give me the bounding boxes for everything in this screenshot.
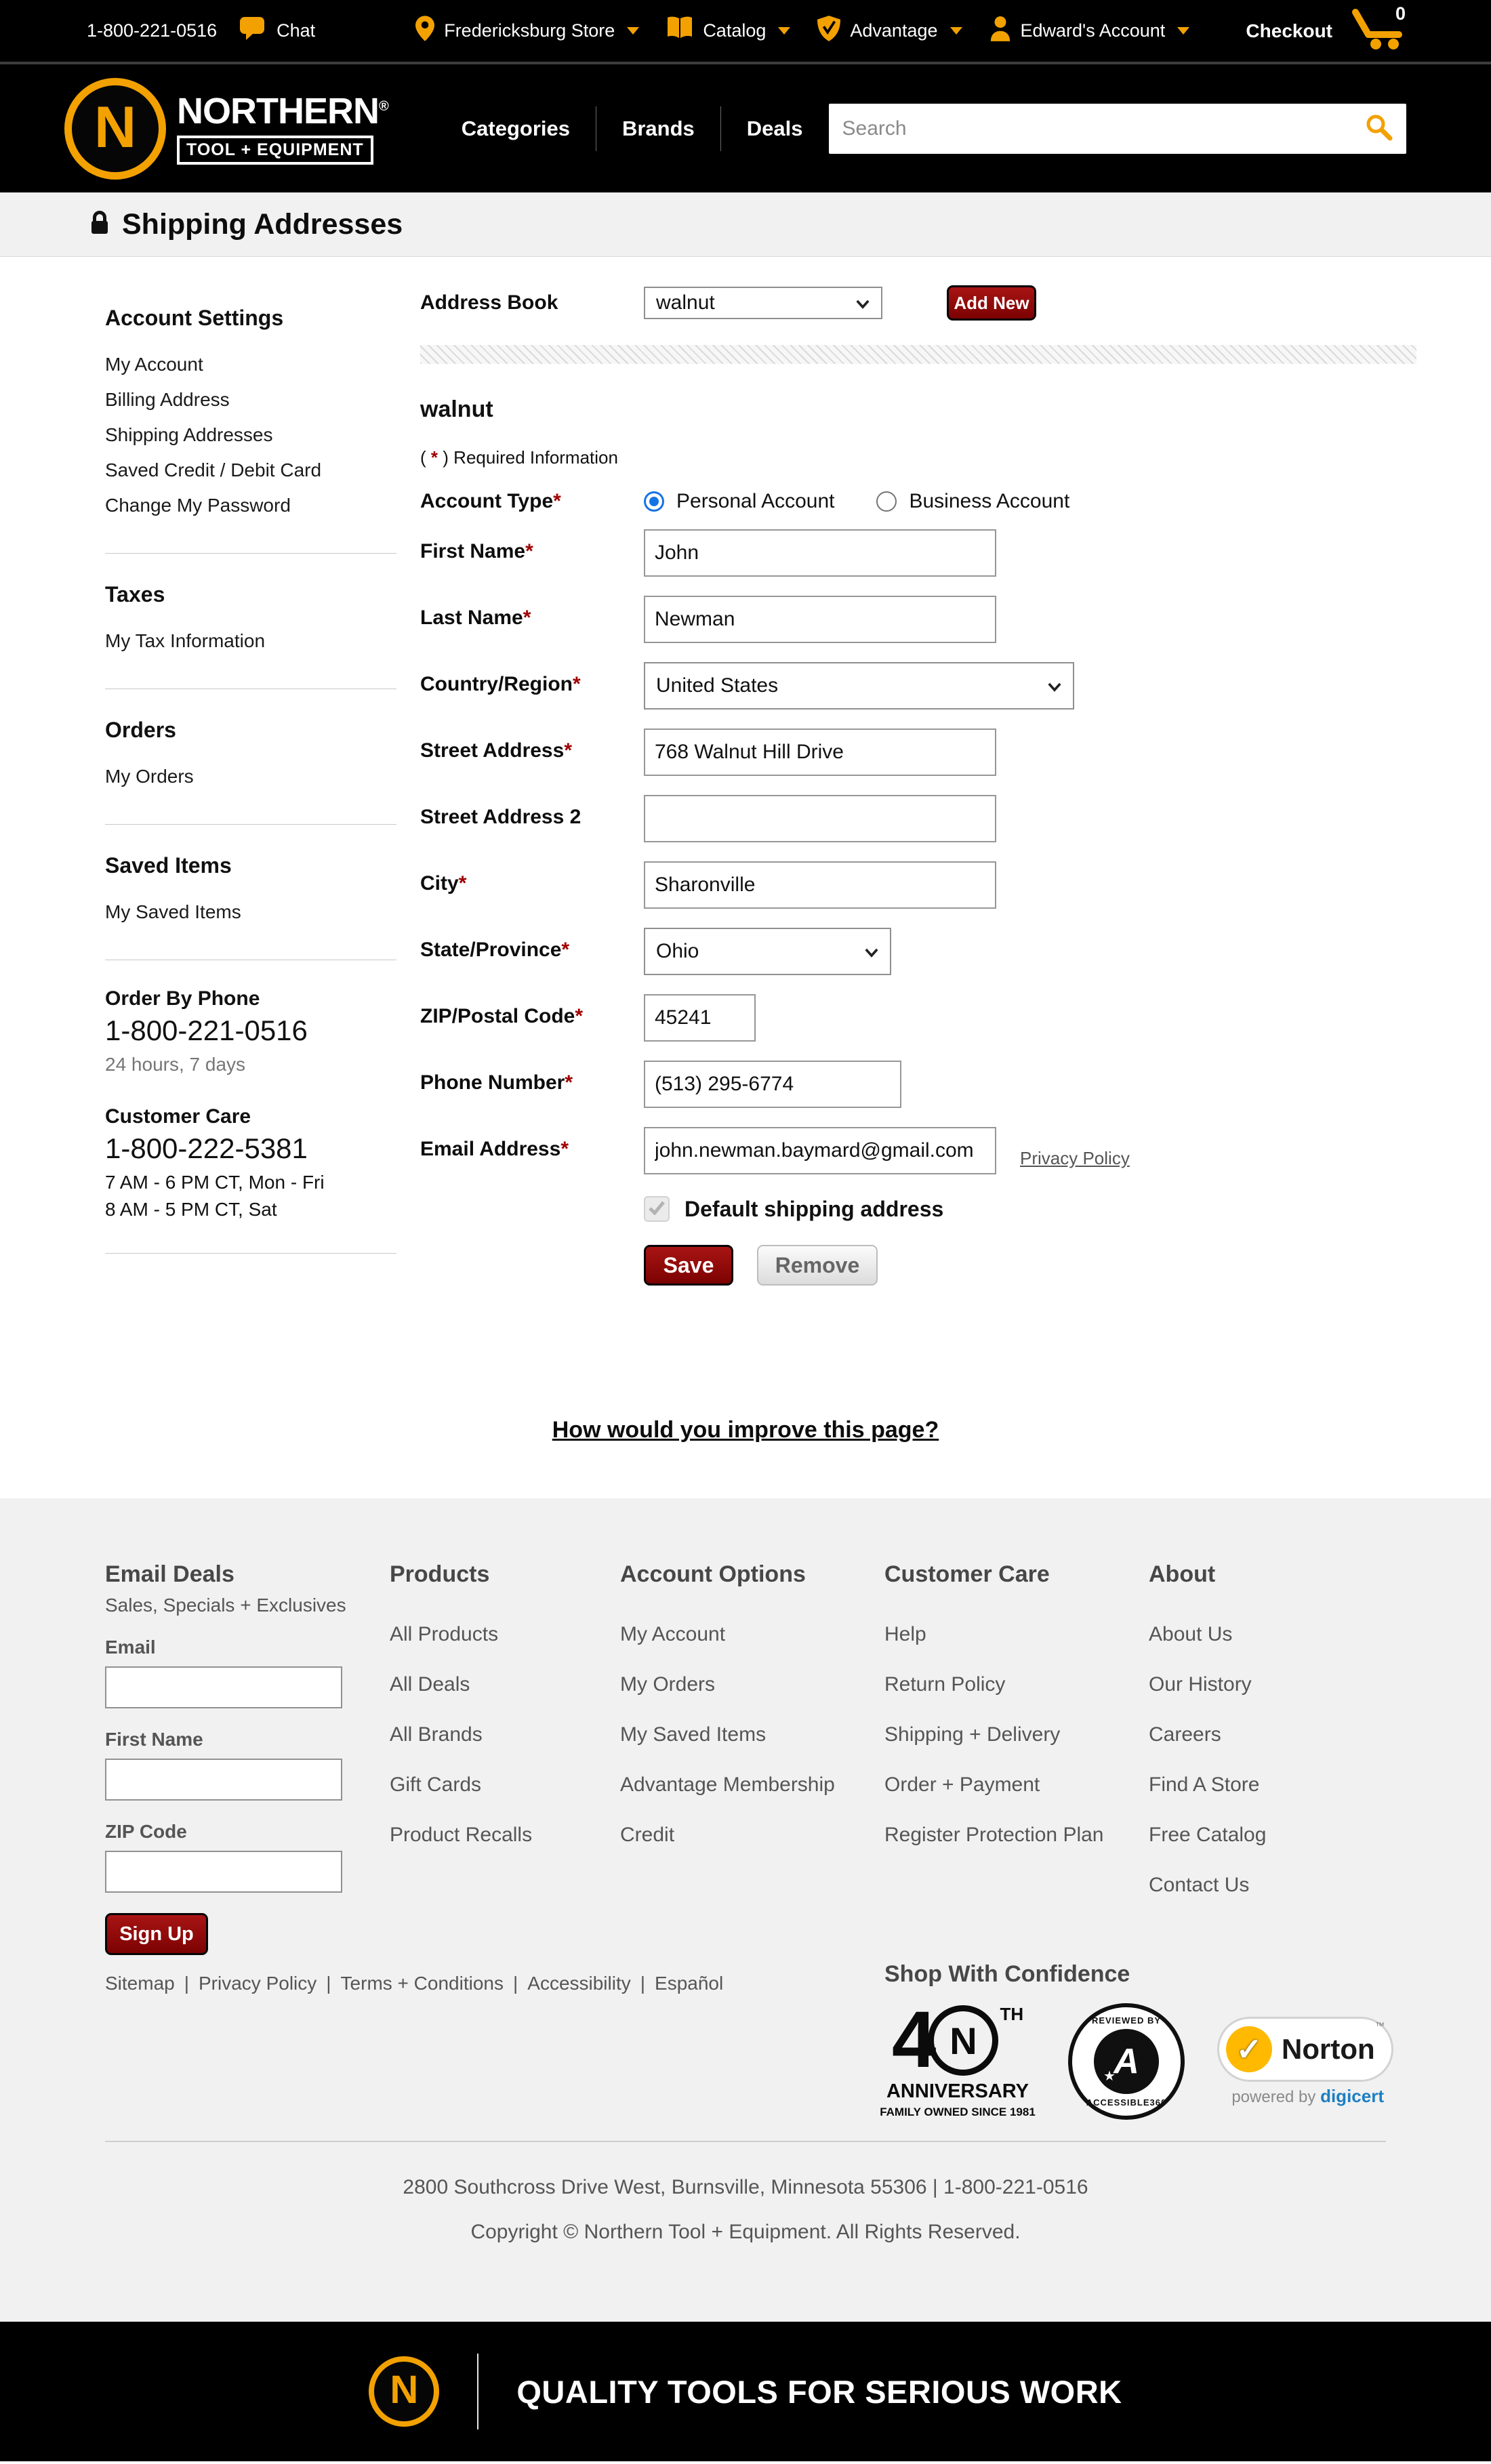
advantage-menu[interactable]	[817, 16, 962, 46]
copyright-line: Copyright © Northern Tool + Equipment. All Rights Reserved.	[470, 2221, 1021, 2243]
chevron-down-icon	[950, 27, 962, 35]
footer-link-my-account[interactable]: My Account	[620, 1623, 726, 1645]
street-address-2-label: Street Address 2	[420, 806, 581, 828]
norton-secured-badge: ✓ Norton ™ powered by digicert	[1217, 2017, 1393, 2107]
personal-account-label: Personal Account	[676, 490, 835, 512]
sign-up-button[interactable]: Sign Up	[105, 1913, 208, 1955]
zip-input[interactable]	[644, 994, 756, 1042]
country-select[interactable]: United States	[644, 662, 1074, 710]
sidebar-section-orders	[105, 718, 396, 794]
checkmark-icon	[648, 1200, 666, 1218]
sidebar-item-saved-card[interactable]: Saved Credit / Debit Card	[105, 459, 322, 480]
nt-logo-icon: N	[64, 78, 166, 180]
person-icon	[989, 16, 1011, 46]
sidebar-section-saved-items	[105, 853, 396, 930]
chevron-down-icon	[1177, 27, 1189, 35]
store-selector[interactable]	[415, 16, 639, 46]
email-address-input[interactable]	[644, 1127, 996, 1174]
first-name-label: First Name*	[420, 540, 533, 562]
page-title: Shipping Addresses	[122, 207, 403, 241]
street-address-input[interactable]	[644, 728, 996, 776]
footer-divider	[105, 2141, 1386, 2142]
footer-link-all-brands[interactable]: All Brands	[390, 1723, 483, 1746]
chevron-down-icon	[864, 940, 879, 963]
order-phone-number: 1-800-221-0516	[105, 1014, 308, 1046]
customer-care-hours-sat: 8 AM - 5 PM CT, Sat	[105, 1199, 277, 1220]
sidebar-heading: Account Settings	[105, 306, 284, 330]
privacy-policy-link[interactable]: Privacy Policy	[1020, 1148, 1130, 1168]
footer-link-my-saved-items[interactable]: My Saved Items	[620, 1723, 767, 1746]
cart-count-badge: 0	[1395, 3, 1406, 24]
star-icon: ★	[1103, 2069, 1116, 2084]
footer-link-my-orders[interactable]: My Orders	[620, 1673, 716, 1696]
order-phone-hours: 24 hours, 7 days	[105, 1054, 246, 1075]
chevron-down-icon	[1047, 674, 1062, 697]
account-label: Edward's Account	[1020, 20, 1166, 41]
footer-column-heading: Account Options	[620, 1561, 806, 1587]
content-area	[0, 257, 1491, 1498]
footer-link-return-policy[interactable]: Return Policy	[884, 1673, 1006, 1696]
catalog-book-icon	[666, 16, 693, 46]
asterisk: *	[430, 447, 438, 468]
phone-number-input[interactable]	[644, 1061, 901, 1108]
footer-column-account-options	[620, 1561, 835, 1874]
anniversary-badge: 4 N TH ANNIVERSARY FAMILY OWNED SINCE 1981	[880, 1995, 1036, 2118]
customer-care-number: 1-800-222-5381	[105, 1132, 308, 1164]
norton-check-icon: ✓	[1226, 2026, 1272, 2072]
page-title-bar	[0, 192, 1491, 257]
sidebar-section-taxes	[105, 582, 396, 659]
order-by-phone-heading: Order By Phone	[105, 987, 260, 1010]
chat-link[interactable]	[239, 16, 315, 46]
primary-nav	[436, 106, 829, 151]
footer-link-credit[interactable]: Credit	[620, 1824, 675, 1846]
chevron-down-icon	[627, 27, 639, 35]
default-shipping-checkbox[interactable]	[644, 1196, 670, 1222]
accessible360-badge: REVIEWED BY A ★ ACCESSIBLE360	[1068, 2003, 1185, 2120]
main-header	[0, 64, 1491, 192]
footer-link-help[interactable]: Help	[884, 1623, 926, 1645]
address-book-select[interactable]: walnut	[644, 287, 882, 319]
footer-column-customer-care	[884, 1561, 1104, 1874]
phone-number-label: Phone Number*	[420, 1071, 573, 1094]
chat-label: Chat	[277, 20, 316, 41]
footer-link-product-recalls[interactable]: Product Recalls	[390, 1824, 533, 1846]
brand-slogan: QUALITY TOOLS FOR SERIOUS WORK	[516, 2373, 1122, 2410]
email-deals-heading: Email Deals	[105, 1561, 234, 1587]
lock-icon	[89, 209, 110, 240]
utility-bar	[0, 0, 1491, 64]
personal-account-radio[interactable]	[644, 491, 664, 512]
cart-button[interactable]	[1350, 3, 1408, 54]
page-feedback-link[interactable]: How would you improve this page?	[552, 1417, 939, 1443]
footer-link-register-protection-plan[interactable]: Register Protection Plan	[884, 1824, 1104, 1846]
catalog-menu[interactable]	[666, 16, 790, 46]
footer-link-find-a-store[interactable]: Find A Store	[1149, 1773, 1260, 1796]
customer-care-block	[105, 1105, 396, 1223]
newsletter-email-input[interactable]	[105, 1666, 342, 1708]
shipping-address-form	[420, 257, 1416, 1286]
bottom-brand-bar	[0, 2322, 1491, 2461]
sidebar-heading: Saved Items	[105, 853, 232, 878]
brand-name: NORTHERN®	[177, 90, 388, 131]
nav-deals[interactable]: Deals	[746, 116, 803, 140]
catalog-label: Catalog	[703, 20, 767, 41]
last-name-label: Last Name*	[420, 607, 531, 629]
company-address-line: 2800 Southcross Drive West, Burnsville, Minnesota 55306 | 1-800-221-0516	[403, 2176, 1088, 2198]
email-deals-subheading: Sales, Specials + Exclusives	[105, 1595, 346, 1616]
store-label: Fredericksburg Store	[444, 20, 615, 41]
sidebar-heading: Orders	[105, 718, 176, 742]
advantage-label: Advantage	[850, 20, 938, 41]
legal-links-row: Sitemap | Privacy Policy | Terms + Conditions | Accessibility | Español	[105, 1973, 724, 1994]
add-new-button[interactable]: Add New	[947, 285, 1036, 321]
sidebar-item-my-saved-items[interactable]: My Saved Items	[105, 901, 241, 922]
last-name-input[interactable]	[644, 596, 996, 643]
sidebar-section-account-settings	[105, 306, 396, 523]
trust-badges	[880, 1995, 1393, 2120]
footer-link-advantage-membership[interactable]: Advantage Membership	[620, 1773, 835, 1796]
sidebar-item-my-account[interactable]: My Account	[105, 354, 203, 375]
footer-link-careers[interactable]: Careers	[1149, 1723, 1221, 1746]
footer-column-heading: Products	[390, 1561, 490, 1587]
search-input[interactable]	[841, 117, 1364, 141]
footer-column-products	[390, 1561, 532, 1874]
northern-tool-logo[interactable]	[64, 78, 388, 180]
street-address-label: Street Address*	[420, 739, 572, 762]
footer-link-about-us[interactable]: About Us	[1149, 1623, 1233, 1645]
nt-logo-icon: N	[369, 2356, 439, 2427]
advantage-shield-icon	[817, 16, 840, 46]
newsletter-email-label: Email	[105, 1637, 156, 1658]
newsletter-first-name-label: First Name	[105, 1729, 203, 1750]
legal-link-accessibility[interactable]: Accessibility	[527, 1973, 631, 1994]
sidebar-divider	[105, 553, 396, 554]
city-input[interactable]	[644, 861, 996, 909]
footer-link-all-products[interactable]: All Products	[390, 1623, 499, 1645]
registered-mark: ®	[379, 98, 388, 114]
footer-link-all-deals[interactable]: All Deals	[390, 1673, 470, 1696]
nt-logo-icon: N	[928, 2005, 998, 2076]
shop-with-confidence-heading: Shop With Confidence	[884, 1961, 1130, 1987]
sidebar-divider	[105, 1253, 396, 1254]
legal-link-terms-conditions[interactable]: Terms + Conditions	[340, 1973, 504, 1994]
newsletter-zip-input[interactable]	[105, 1851, 342, 1893]
hatched-divider	[420, 345, 1416, 364]
legal-link-espanol[interactable]: Español	[655, 1973, 724, 1994]
footer-link-order-payment[interactable]: Order + Payment	[884, 1773, 1040, 1796]
brand-subtitle: TOOL + EQUIPMENT	[177, 136, 373, 165]
sidebar-item-billing-address[interactable]: Billing Address	[105, 389, 230, 410]
footer-column-heading: Customer Care	[884, 1561, 1050, 1587]
selected-address-name: walnut	[420, 396, 493, 422]
sidebar-heading: Taxes	[105, 582, 165, 607]
checkout-link[interactable]: Checkout	[1246, 20, 1332, 41]
search-bar	[829, 104, 1406, 154]
chat-icon	[239, 16, 267, 46]
city-label: City*	[420, 872, 467, 895]
phone-link[interactable]: 1-800-221-0516	[87, 20, 218, 41]
address-book-label: Address Book	[420, 291, 558, 314]
remove-button[interactable]: Remove	[757, 1245, 878, 1286]
account-sidebar	[105, 277, 396, 1254]
legal-link-sitemap[interactable]: Sitemap	[105, 1973, 175, 1994]
account-type-row	[420, 490, 1416, 513]
legal-link-privacy-policy[interactable]: Privacy Policy	[199, 1973, 317, 1994]
zip-label: ZIP/Postal Code*	[420, 1005, 584, 1027]
sidebar-item-my-orders[interactable]: My Orders	[105, 766, 194, 787]
location-pin-icon	[415, 16, 434, 46]
footer-link-free-catalog[interactable]: Free Catalog	[1149, 1824, 1267, 1846]
first-name-input[interactable]	[644, 529, 996, 577]
footer-link-gift-cards[interactable]: Gift Cards	[390, 1773, 482, 1796]
footer-link-shipping-delivery[interactable]: Shipping + Delivery	[884, 1723, 1061, 1746]
vertical-divider	[477, 2354, 478, 2429]
newsletter-first-name-input[interactable]	[105, 1759, 342, 1801]
footer-column-about	[1149, 1561, 1266, 1924]
nav-categories[interactable]: Categories	[461, 116, 570, 140]
customer-care-heading: Customer Care	[105, 1105, 251, 1128]
footer-link-our-history[interactable]: Our History	[1149, 1673, 1252, 1696]
country-label: Country/Region*	[420, 673, 581, 695]
business-account-radio[interactable]	[876, 491, 897, 512]
sidebar-divider	[105, 824, 396, 825]
footer-column-heading: About	[1149, 1561, 1216, 1587]
chevron-down-icon	[778, 27, 790, 35]
sidebar-item-my-tax-information[interactable]: My Tax Information	[105, 630, 266, 651]
business-account-label: Business Account	[909, 490, 1070, 512]
chevron-down-icon	[855, 291, 870, 314]
order-by-phone-block	[105, 987, 396, 1078]
footer-link-contact-us[interactable]: Contact Us	[1149, 1874, 1250, 1896]
required-information-note: ( * ) Required Information	[420, 447, 618, 468]
account-type-label: Account Type*	[420, 490, 561, 512]
sidebar-item-shipping-addresses[interactable]: Shipping Addresses	[105, 424, 273, 445]
search-icon[interactable]	[1364, 112, 1393, 144]
account-menu[interactable]	[989, 16, 1190, 46]
email-deals-column	[105, 1561, 356, 1955]
customer-care-hours-weekday: 7 AM - 6 PM CT, Mon - Fri	[105, 1172, 325, 1193]
email-address-label: Email Address*	[420, 1138, 569, 1160]
sidebar-item-change-password[interactable]: Change My Password	[105, 495, 291, 516]
state-label: State/Province*	[420, 939, 570, 961]
street-address-2-input[interactable]	[644, 795, 996, 842]
newsletter-zip-label: ZIP Code	[105, 1821, 187, 1842]
state-select[interactable]: Ohio	[644, 928, 891, 975]
default-shipping-label: Default shipping address	[685, 1196, 944, 1221]
nav-brands[interactable]: Brands	[621, 116, 695, 140]
site-footer	[0, 1498, 1491, 2322]
save-button[interactable]: Save	[644, 1245, 733, 1286]
